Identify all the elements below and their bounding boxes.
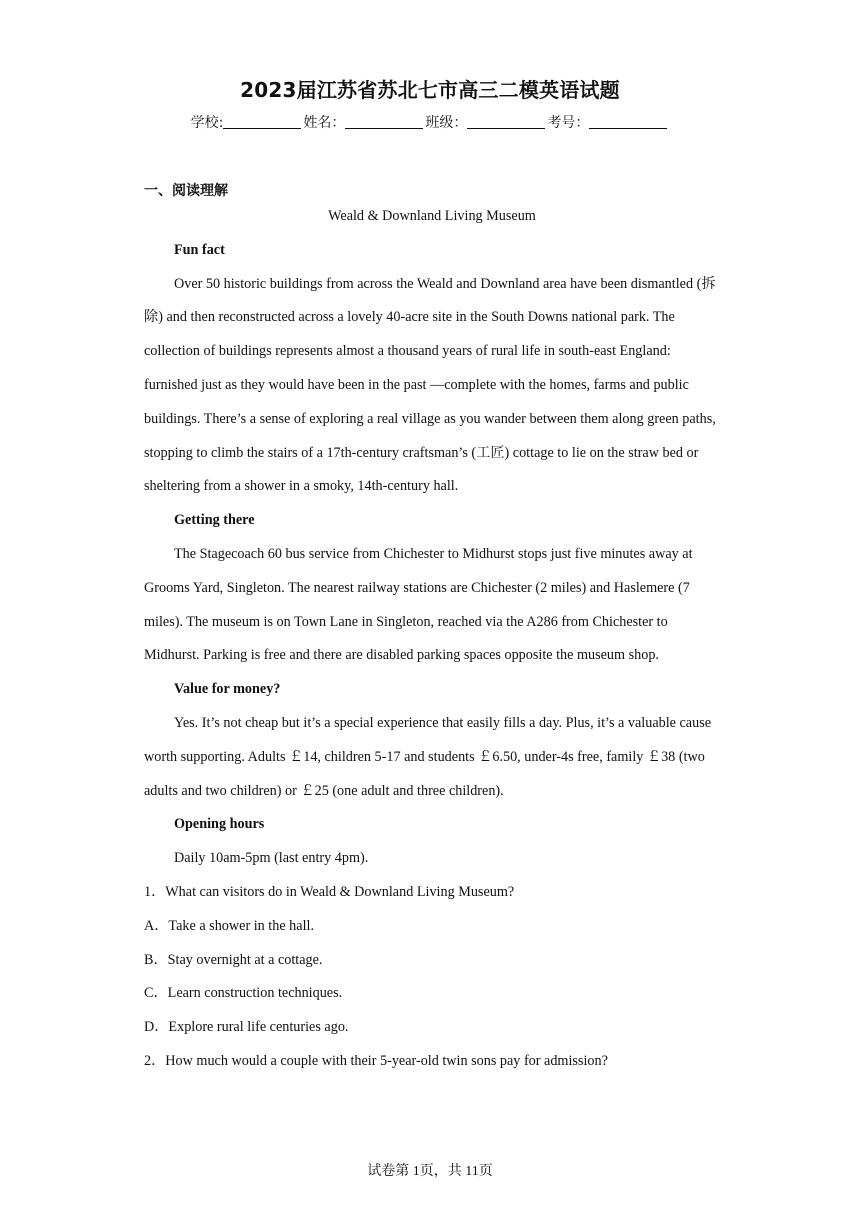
class-label: 班级： [425,115,468,131]
question-1: 1．What can visitors do in Weald & Downland Living Museum? [144,883,515,900]
exam-number-label: 考号： [547,115,590,131]
getting-there-heading: Getting there [174,512,255,529]
question-1-option-d: D．Explore rural life centuries ago. [144,1019,349,1036]
question-2: 2．How much would a couple with their 5-year-old twin sons pay for admission? [144,1052,608,1069]
question-1-option-b: B．Stay overnight at a cottage. [144,951,323,968]
question-1-option-c: C．Learn construction techniques. [144,985,343,1002]
section-heading: 一、阅读理解 [144,183,228,199]
passage-title: Weald & Downland Living Museum [328,208,536,224]
question-1-option-a: A．Take a shower in the hall. [144,917,314,934]
school-blank [223,114,301,129]
name-blank [345,114,423,129]
page-footer: 试卷第 1页，共 11页 [367,1164,493,1179]
reading-passage [144,200,720,1079]
exam-number-blank [589,114,667,129]
class-blank [467,114,545,129]
opening-hours-heading: Opening hours [174,816,265,833]
school-label: 学校: [190,115,224,131]
value-paragraph: Yes. It’s not cheap but it’s a special experience that easily fills a day. Plus, it’s a valuable cause worth supporting. Adults ￡14, children 5-17 and students ￡6.50, under-4s free, family ￡38 (two adults and two children) or ￡25 (one adult and three children). [144,714,712,799]
student-info-line [0,112,860,132]
exam-title: 2023届江苏省苏北七市高三二模英语试题 [240,78,620,102]
value-heading: Value for money? [174,681,281,698]
opening-hours-paragraph: Daily 10am-5pm (last entry 4pm). [174,850,369,867]
name-label: 姓名： [303,115,346,131]
getting-there-paragraph: The Stagecoach 60 bus service from Chichester to Midhurst stops just five minutes away at Grooms Yard, Singleton. The nearest railway stations are Chichester (2 miles) and Haslemere (7 miles). The museum is on Town Lane in Singleton, reached via the A286 from Chichester to Midhurst. Parking is free and there are disabled parking spaces opposite the museum shop. [144,545,693,664]
fun-fact-heading: Fun fact [174,241,225,258]
fun-fact-paragraph: Over 50 historic buildings from across the Weald and Downland area have been dismantled (拆除) and then reconstructed across a lovely 40-acre site in the South Downs national park. The collection of buildings represents almost a thousand years of rural life in south-east England: furnished just as they would have been in the past —complete with the homes, farms and public buildings. There’s a sense of exploring a real village as you wander between them along green paths, stopping to climb the stairs of a 17th-century craftsman’s (工匠) cottage to lie on the straw bed or sheltering from a shower in a smoky, 14th-century hall. [144,275,716,495]
